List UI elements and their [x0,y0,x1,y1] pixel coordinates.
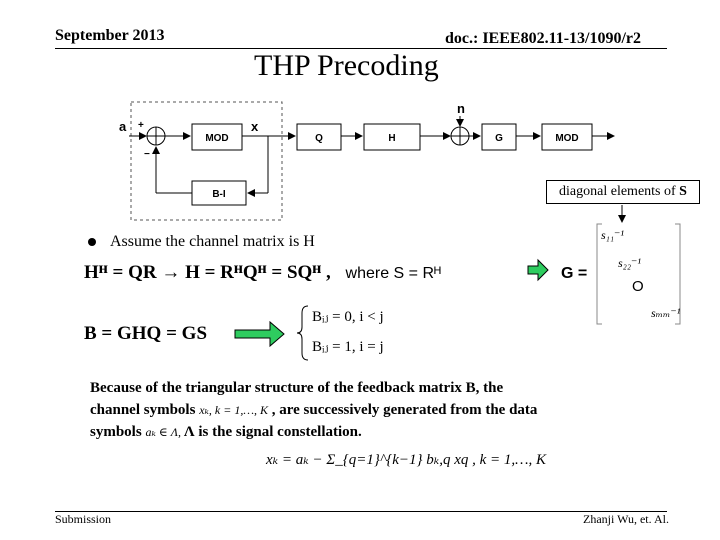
plus-sign: + [138,120,144,131]
green-arrow-2 [235,322,284,346]
case-1: Bᵢⱼ = 0, i < j [312,309,384,325]
minus-sign: − [144,149,150,160]
noise-n-label: n [457,101,465,116]
matrix-smm: sₘₘ⁻¹ [651,306,681,320]
h-block-label: H [388,133,396,144]
diagonal-callout [546,180,700,204]
recursion-formula: xₖ = aₖ − Σ_{q=1}^{k−1} bₖ,q xq , k = 1,…, K [266,452,546,468]
data-symbols-math: aₖ ∈ Λ, [145,425,181,439]
matrix-s11: s₁₁⁻¹ [601,228,624,242]
signal-x-label: x [251,119,259,134]
green-arrow-1 [528,260,548,280]
g-matrix-label: G = [561,265,588,282]
equation-qr [84,262,441,284]
bullet-item [88,233,315,251]
q-block-label: Q [315,133,323,144]
footer-rule [55,511,667,512]
header-doc-id: doc.: IEEE802.11-13/1090/r2 [445,30,642,47]
bullet-text: Assume the channel matrix is H [110,233,315,250]
footer-author: Zhanji Wu, et. Al. [583,512,669,526]
header-date: September 2013 [55,27,165,44]
slide-title: THP Precoding [254,49,439,82]
paragraph-line-1: Because of the triangular structure of the feedback matrix B, the [90,380,504,396]
equation-qr-left: Hᴴ = QR → H = RᴴQᴴ = SQᴴ , [84,262,331,283]
bullet-dot [88,238,96,246]
equation-qr-where: where S = Rᴴ [345,265,441,282]
case-2: Bᵢⱼ = 1, i = j [312,339,384,355]
paragraph-line-2: channel symbols xₖ, k = 1,…, K , are successively generated from the data [90,402,538,418]
mod-block-1-label: MOD [205,133,229,144]
mod-block-2-label: MOD [555,133,579,144]
bi-block-label: B-I [212,189,226,200]
paragraph-line-3: symbols aₖ ∈ Λ, Λ is the signal constellation. [90,424,362,440]
input-a-label: a [119,119,127,134]
callout-text: diagonal elements of [559,184,676,199]
channel-symbols-math: xₖ, k = 1,…, K [199,403,269,417]
g-block-label: G [495,133,503,144]
matrix-zero: O [632,278,644,295]
explanation-paragraph [90,377,642,443]
callout-bold: S [679,184,687,199]
equation-b: B = GHQ = GS [84,323,208,344]
matrix-s22: s₂₂⁻¹ [618,256,641,270]
cases-brace [297,306,308,360]
footer-submission: Submission [55,512,112,526]
